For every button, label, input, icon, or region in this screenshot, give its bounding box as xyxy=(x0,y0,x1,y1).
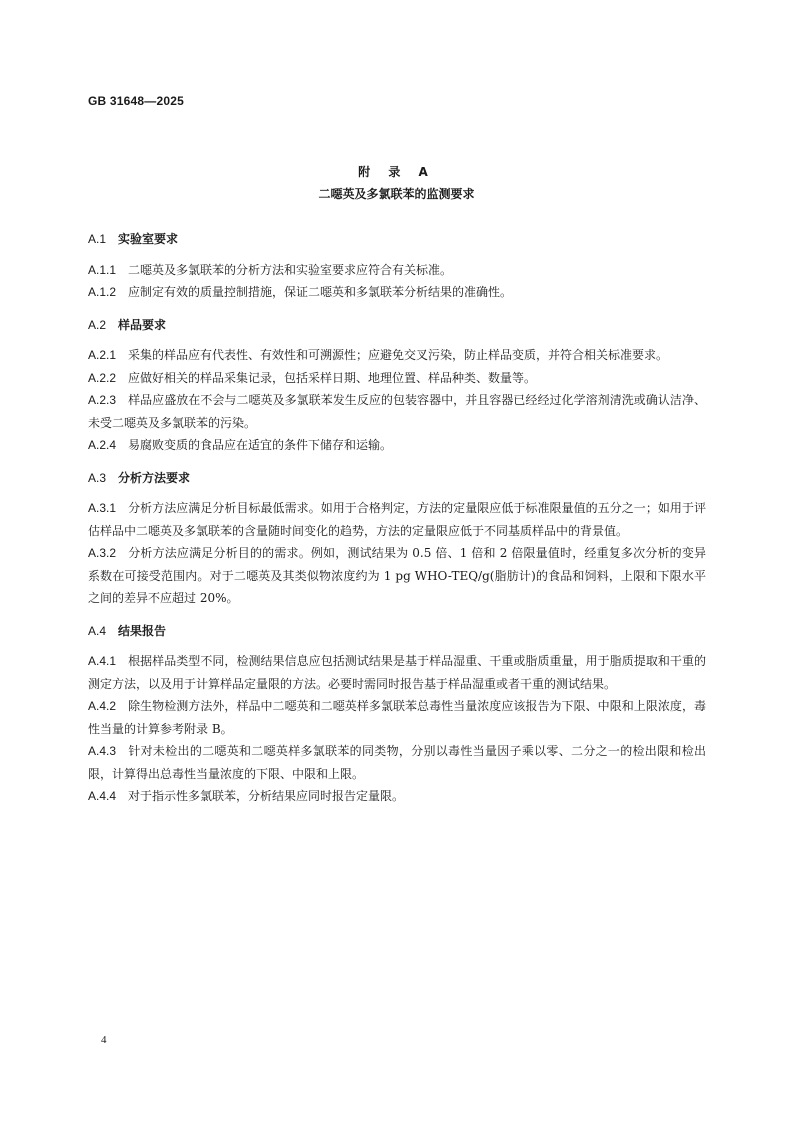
section-title: 分析方法要求 xyxy=(118,470,191,485)
clause-number: A.2.4 xyxy=(88,438,117,452)
clause-text: 样品应盛放在不会与二噁英及多氯联苯发生反应的包装容器中，并且容器已经经过化学溶剂清洗或确认洁净、未受二噁英及多氯联苯的污染。 xyxy=(88,393,706,430)
clause-number: A.3.2 xyxy=(88,546,117,560)
clause xyxy=(88,434,706,457)
section-a4 xyxy=(88,620,706,808)
clause-number: A.4.3 xyxy=(88,744,117,758)
clause-number: A.2.2 xyxy=(88,370,117,385)
clause-text: 分析方法应满足分析目标最低需求。如用于合格判定，方法的定量限应低于标准限量值的五分之一；如用于评估样品中二噁英及多氯联苯的含量随时间变化的趋势，方法的定量限应低于不同基质样品中的背景值。 xyxy=(88,501,706,538)
clause xyxy=(88,497,706,542)
section-heading xyxy=(88,228,706,251)
clause-text: 应做好相关的样品采集记录，包括采样日期、地理位置、样品种类、数量等。 xyxy=(128,370,537,385)
annex-title: 附 录 A xyxy=(358,165,435,179)
clause-number: A.2.3 xyxy=(88,393,117,407)
clause xyxy=(88,650,706,695)
section-number: A.3 xyxy=(88,470,107,485)
clause-text: 二噁英及多氯联苯的分析方法和实验室要求应符合有关标准。 xyxy=(128,262,453,277)
clause-text: 采集的样品应有代表性、有效性和可溯源性；应避免交叉污染，防止样品变质，并符合相关标准要求。 xyxy=(128,348,669,362)
clause xyxy=(88,542,706,610)
clause xyxy=(88,785,706,808)
clause-number: A.4.4 xyxy=(88,789,117,803)
clause-number: A.1.2 xyxy=(88,285,117,299)
section-title: 实验室要求 xyxy=(118,232,179,246)
clause-text: 分析方法应满足分析目的的需求。例如，测试结果为 0.5 倍、1 倍和 2 倍限量值时，经重复多次分析的变异系数在可接受范围内。对于二噁英及其类似物浓度约为 1 pg WHO-TEQ/g(脂肪计)的食品和饲料，上限和下限水平之间的差异不应超过 20%。 xyxy=(88,546,706,605)
clause-number: A.3.1 xyxy=(88,501,117,515)
clause xyxy=(88,740,706,785)
clause-text: 易腐败变质的食品应在适宜的条件下储存和运输。 xyxy=(128,438,393,452)
clause-text: 针对未检出的二噁英和二噁英样多氯联苯的同类物，分别以毒性当量因子乘以零、二分之一的检出限和检出限，计算得出总毒性当量浓度的下限、中限和上限。 xyxy=(88,744,706,781)
clause-text: 对于指示性多氯联苯，分析结果应同时报告定量限。 xyxy=(128,789,405,803)
clause-number: A.2.1 xyxy=(88,348,117,362)
clause xyxy=(88,259,706,282)
clause xyxy=(88,389,706,434)
section-number: A.4 xyxy=(88,623,107,638)
clause-number: A.1.1 xyxy=(88,262,117,277)
section-a2 xyxy=(88,314,706,457)
section-heading xyxy=(88,314,706,337)
annex-subtitle: 二噁英及多氯联苯的监测要求 xyxy=(318,187,475,201)
section-a3 xyxy=(88,467,706,610)
section-heading xyxy=(88,620,706,643)
page-number: 4 xyxy=(101,1034,107,1046)
section-title: 结果报告 xyxy=(118,623,167,638)
section-a1 xyxy=(88,228,706,304)
section-heading xyxy=(88,467,706,490)
standard-code: GB 31648—2025 xyxy=(88,94,184,108)
clause-text: 除生物检测方法外，样品中二噁英和二噁英样多氯联苯总毒性当量浓度应该报告为下限、中限和上限浓度，毒性当量的计算参考附录 B。 xyxy=(88,699,706,736)
clause-text: 根据样品类型不同，检测结果信息应包括测试结果是基于样品湿重、干重或脂质重量，用于脂质提取和干重的测定方法，以及用于计算样品定量限的方法。必要时需同时报告基于样品湿重或者干重的测试结果。 xyxy=(88,654,706,691)
clause-number: A.4.1 xyxy=(88,654,117,668)
section-number: A.1 xyxy=(88,232,107,246)
clause xyxy=(88,367,706,390)
clause xyxy=(88,344,706,367)
section-title: 样品要求 xyxy=(118,317,167,332)
clause-text: 应制定有效的质量控制措施，保证二噁英和多氯联苯分析结果的准确性。 xyxy=(128,285,513,299)
clause-number: A.4.2 xyxy=(88,699,117,713)
clause xyxy=(88,695,706,740)
section-number: A.2 xyxy=(88,317,107,332)
clause xyxy=(88,281,706,304)
document-body xyxy=(88,228,706,808)
